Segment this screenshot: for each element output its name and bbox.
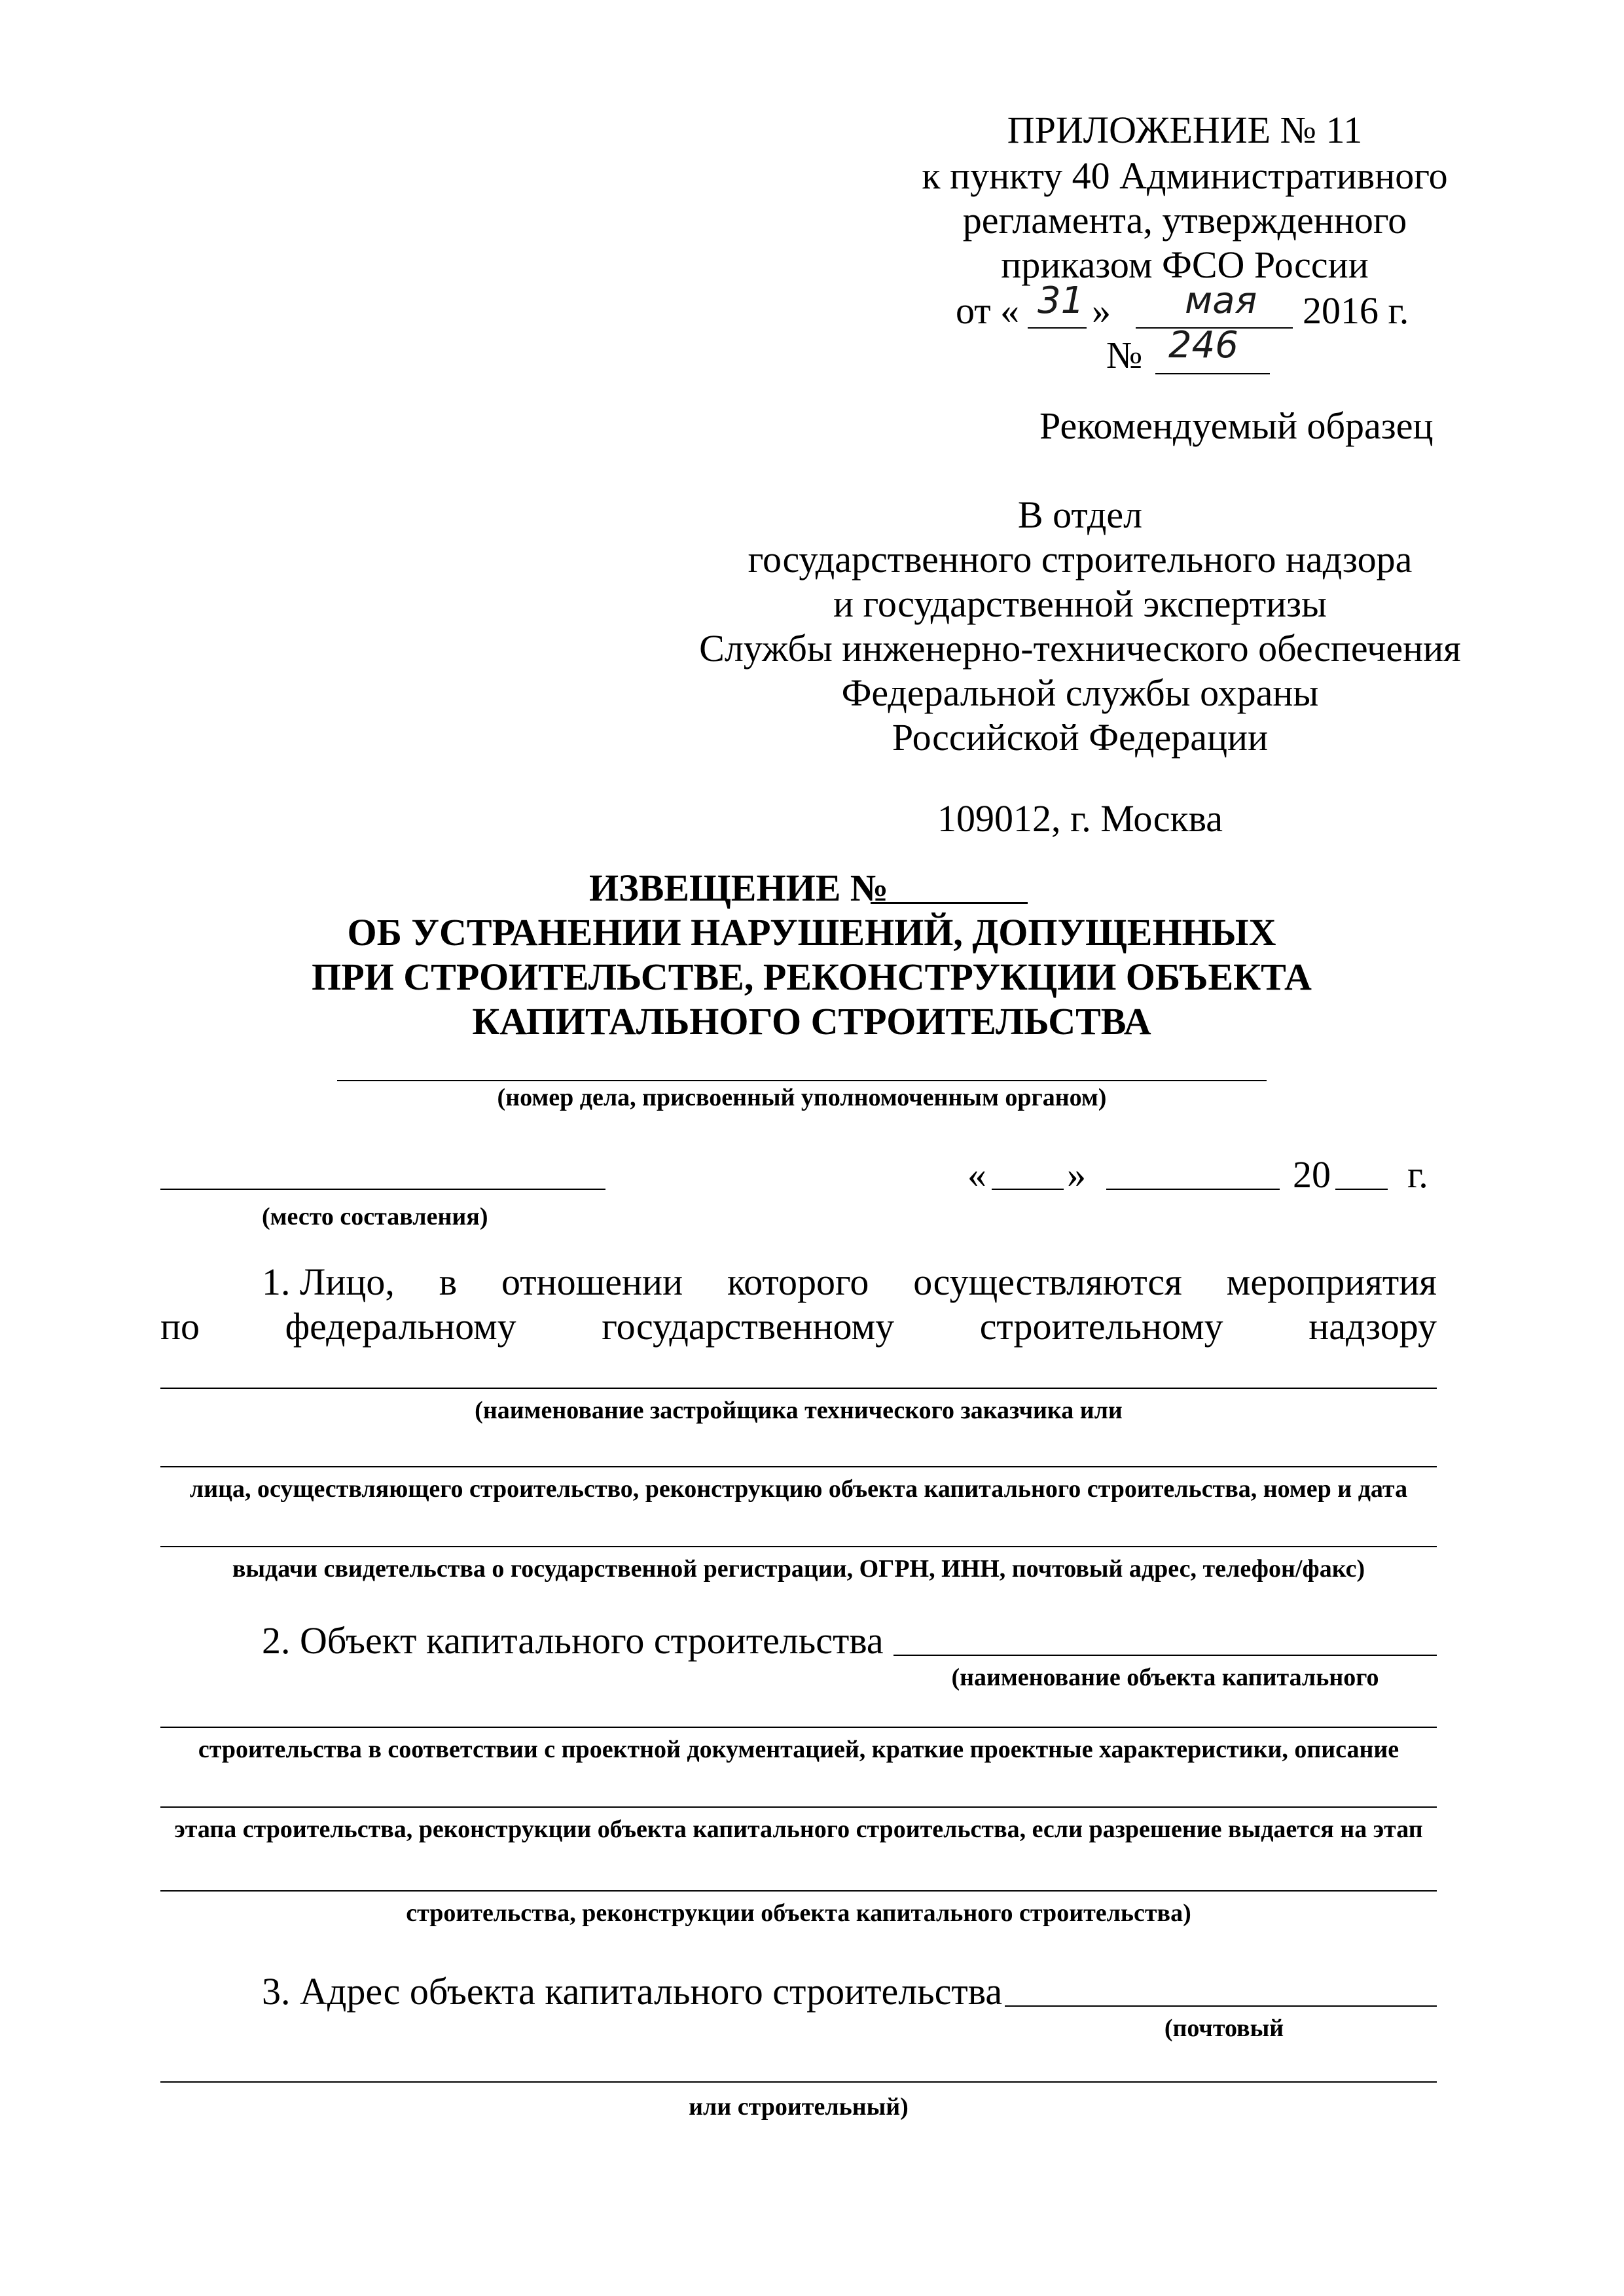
date-year: 2016 г. <box>1303 289 1409 332</box>
section1-word: мероприятия <box>1226 1261 1437 1303</box>
section1-word: которого <box>727 1261 869 1303</box>
date-mid: » <box>1092 289 1111 332</box>
section3-field-2[interactable] <box>160 2081 1437 2083</box>
compose-year-field[interactable] <box>1335 1189 1388 1190</box>
date-year-suffix: г. <box>1407 1153 1428 1196</box>
notice-number-underline <box>871 902 1028 904</box>
case-number-hint: (номер дела, присвоенный уполномоченным органом) <box>497 1084 1107 1111</box>
appendix-ref-line3: приказом ФСО России <box>1001 243 1369 286</box>
section2-field-1[interactable] <box>893 1655 1437 1656</box>
notice-title-line3: ПРИ СТРОИТЕЛЬСТВЕ, РЕКОНСТРУКЦИИ ОБЪЕКТА <box>312 956 1312 998</box>
date-century: 20 <box>1293 1153 1331 1196</box>
section1-word: строительному <box>979 1305 1223 1348</box>
section1-field-1[interactable] <box>160 1388 1437 1389</box>
section3-label: 3. Адрес объекта капитального строительства <box>262 1970 1003 2013</box>
notice-title-line4: КАПИТАЛЬНОГО СТРОИТЕЛЬСТВА <box>472 1000 1151 1043</box>
date-day-underline <box>1028 327 1087 329</box>
addressee-postal: 109012, г. Москва <box>937 797 1223 840</box>
section2-field-4[interactable] <box>160 1890 1437 1892</box>
section2-hint-2: строительства в соответствии с проектной документацией, краткие проектные характеристики, описание <box>198 1736 1399 1763</box>
section1-hint-2: лица, осуществляющего строительство, реконструкцию объекта капитального строительства, номер и дата <box>189 1475 1408 1503</box>
section1-hint-1: (наименование застройщика технического заказчика или <box>475 1397 1123 1424</box>
section1-line1 <box>262 1263 1437 1301</box>
section1-word: федеральному <box>285 1305 516 1348</box>
section1-word: в <box>439 1261 458 1303</box>
appendix-ref-line2: регламента, утвержденного <box>962 199 1407 242</box>
section1-word: по <box>160 1305 200 1348</box>
addressee-line: Службы инженерно-технического обеспечения <box>699 627 1461 670</box>
case-number-field[interactable] <box>337 1080 1267 1081</box>
section2-hint-1: (наименование объекта капитального <box>951 1664 1379 1691</box>
section2-label: 2. Объект капитального строительства <box>262 1619 884 1662</box>
appendix-ref-line1: к пункту 40 Административного <box>922 154 1448 197</box>
addressee-line: государственного строительного надзора <box>748 538 1413 581</box>
date-close-quote: » <box>1067 1153 1086 1196</box>
section2-hint-4: строительства, реконструкции объекта капитального строительства) <box>406 1899 1191 1927</box>
section3-hint-1: (почтовый <box>1164 2015 1284 2042</box>
place-field[interactable] <box>160 1189 605 1190</box>
section1-field-3[interactable] <box>160 1546 1437 1547</box>
compose-month-field[interactable] <box>1106 1189 1280 1190</box>
sample-note: Рекомендуемый образец <box>1039 404 1434 447</box>
section1-hint-3: выдачи свидетельства о государственной регистрации, ОГРН, ИНН, почтовый адрес, телефон/факс) <box>232 1555 1365 1583</box>
date-month-handwritten: мая <box>1185 279 1257 322</box>
section1-field-2[interactable] <box>160 1466 1437 1467</box>
section3-hint-2: или строительный) <box>689 2093 909 2121</box>
number-underline <box>1155 373 1270 374</box>
section2-field-3[interactable] <box>160 1806 1437 1808</box>
compose-day-field[interactable] <box>992 1189 1064 1190</box>
number-prefix: № <box>1106 334 1143 376</box>
date-open-quote: « <box>967 1153 986 1196</box>
addressee-line: В отдел <box>1017 493 1143 536</box>
section1-word: осуществляются <box>913 1261 1182 1303</box>
appendix-title: ПРИЛОЖЕНИЕ № 11 <box>1007 109 1363 151</box>
place-hint: (место составления) <box>262 1203 488 1230</box>
addressee-line: Федеральной службы охраны <box>841 672 1319 714</box>
section1-line2 <box>160 1305 1437 1348</box>
date-prefix: от « <box>956 289 1020 332</box>
notice-title-number-label: ИЗВЕЩЕНИЕ № <box>589 867 889 909</box>
number-handwritten: 246 <box>1168 324 1238 367</box>
addressee-line: и государственной экспертизы <box>833 583 1327 625</box>
section3-field-1[interactable] <box>1005 2005 1437 2007</box>
section1-word: надзору <box>1308 1305 1437 1348</box>
section1-word: отношении <box>501 1261 683 1303</box>
section1-word: государственному <box>602 1305 895 1348</box>
section2-hint-3: этапа строительства, реконструкции объекта капитального строительства, если разрешение выдается на этап <box>174 1816 1423 1843</box>
section2-field-2[interactable] <box>160 1727 1437 1728</box>
section1-word: 1. Лицо, <box>262 1261 395 1303</box>
notice-title-line2: ОБ УСТРАНЕНИИ НАРУШЕНИЙ, ДОПУЩЕННЫХ <box>347 911 1276 954</box>
addressee-line: Российской Федерации <box>892 716 1269 759</box>
date-day-handwritten: 31 <box>1038 279 1085 322</box>
